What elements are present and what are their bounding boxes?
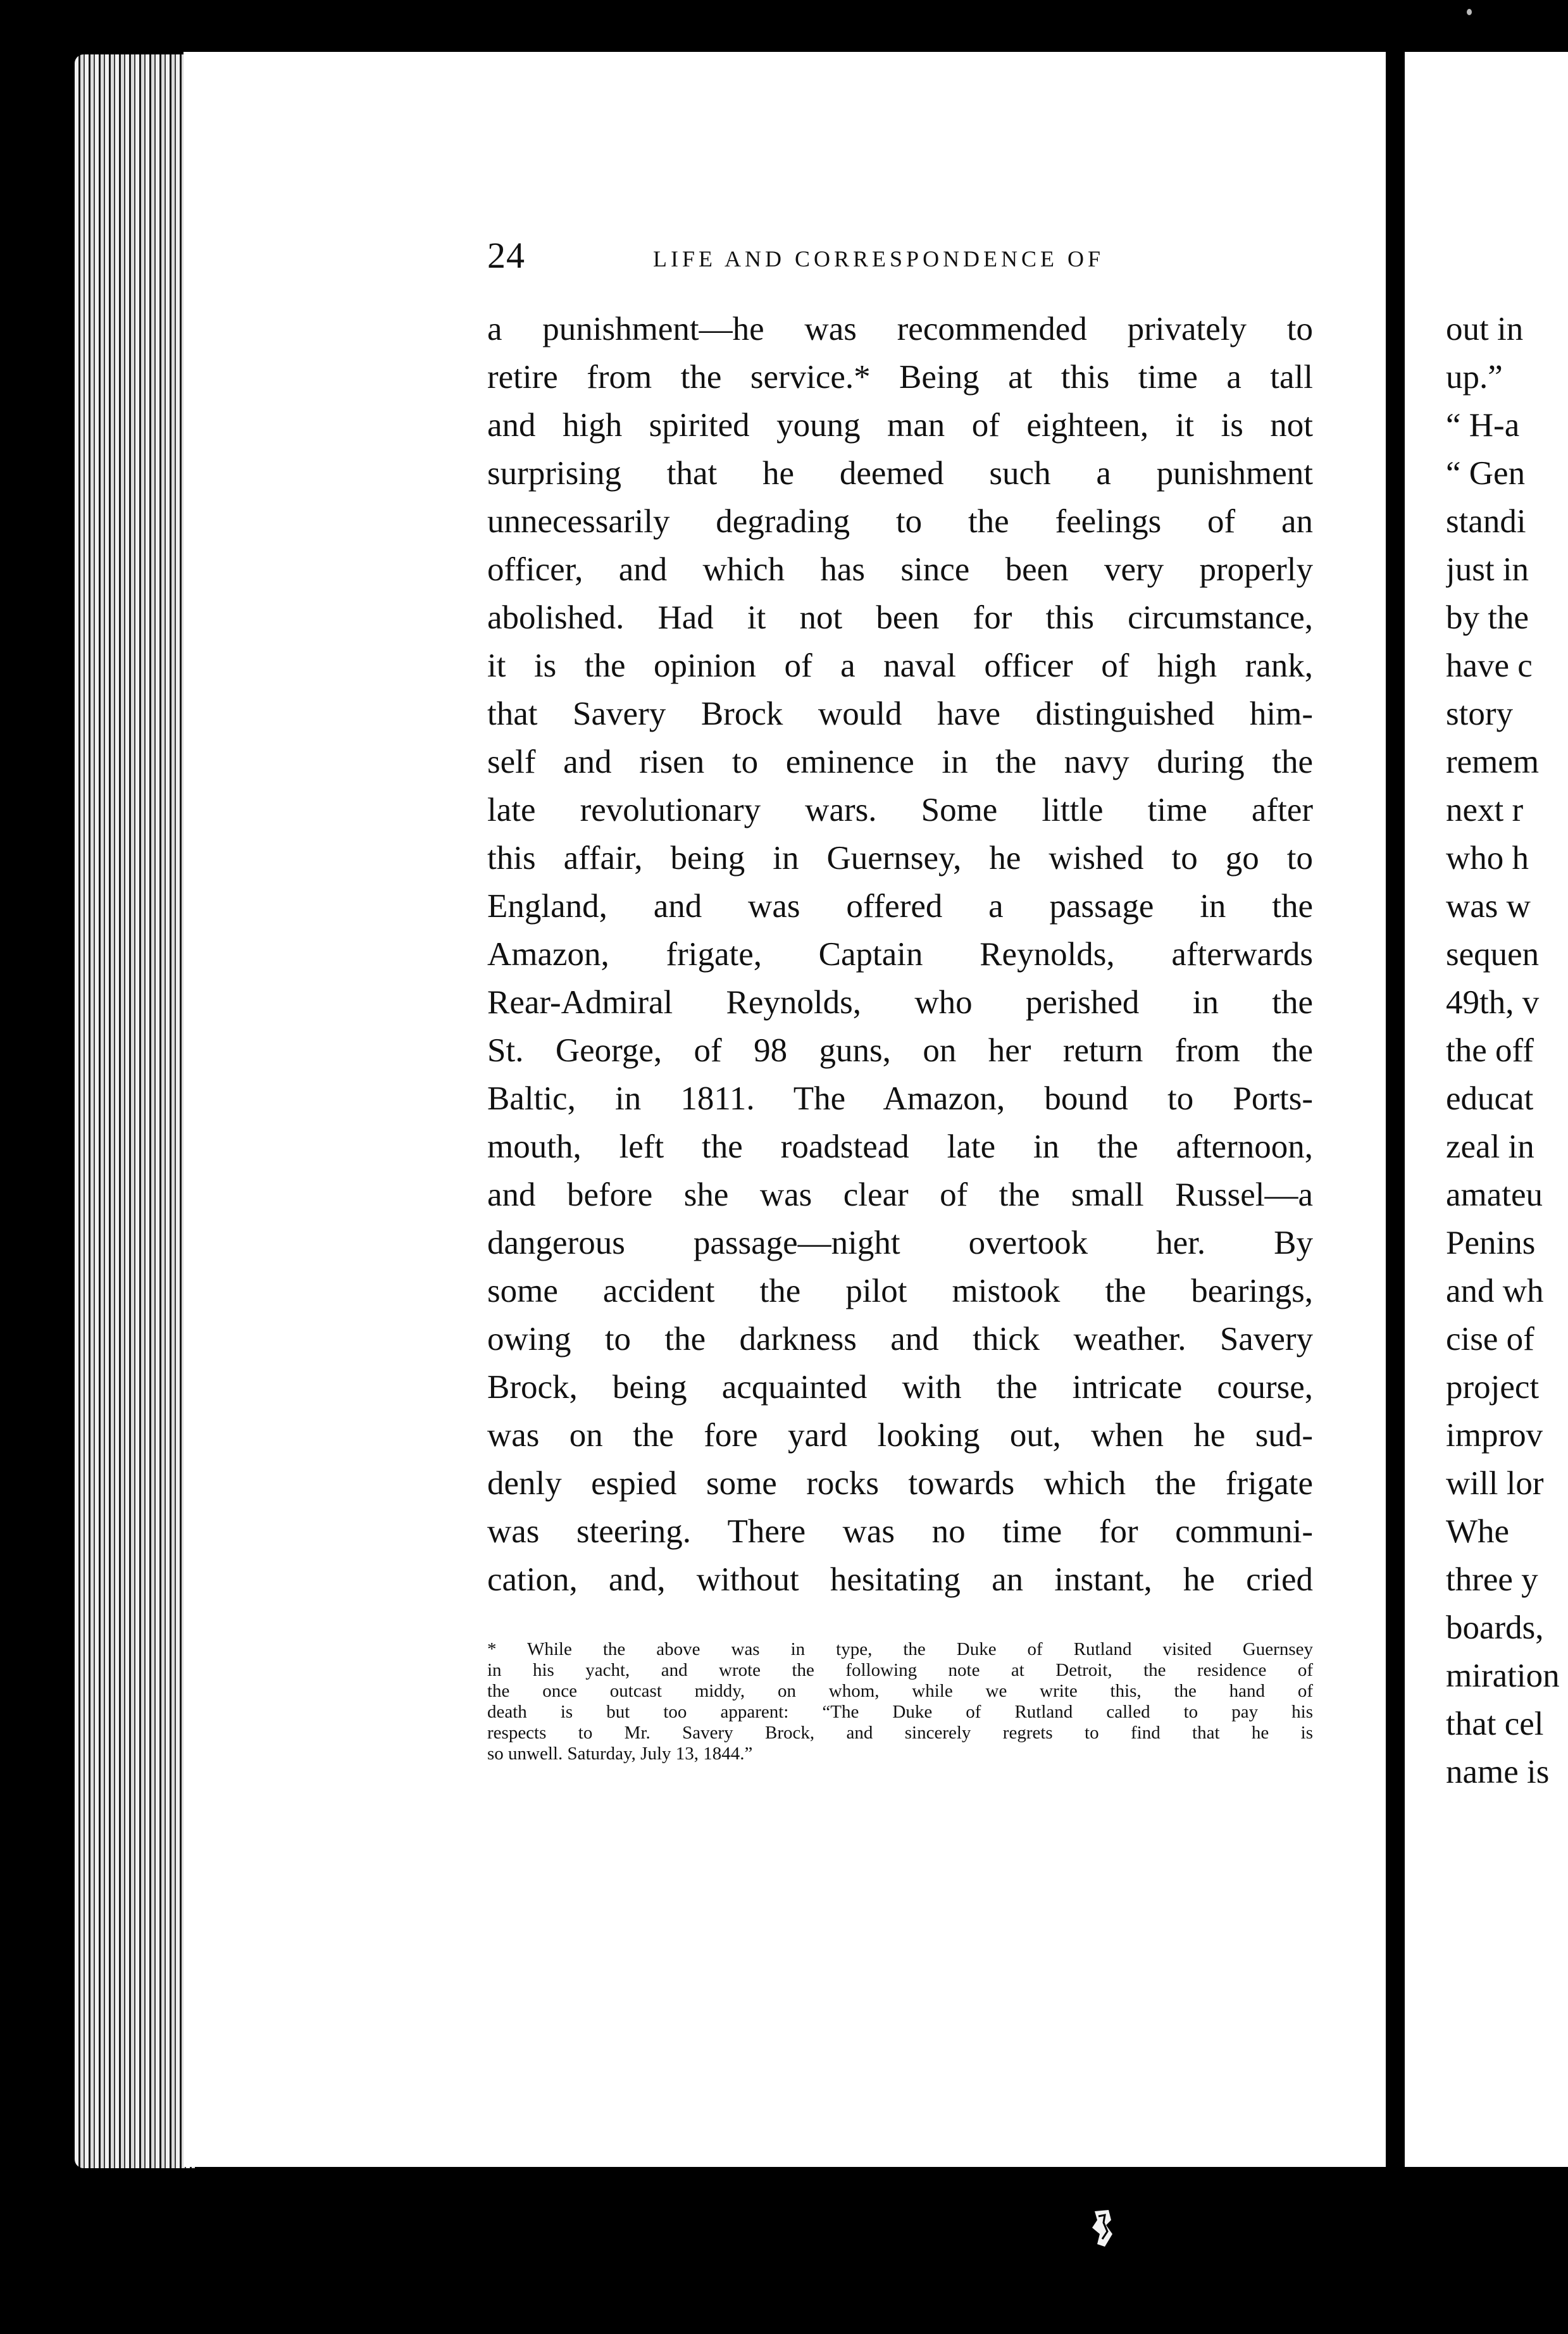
text-line: was steering. There was no time for communi- bbox=[487, 1513, 1313, 1550]
right-page-line: up.” bbox=[1446, 359, 1503, 396]
text-line: cation, and, without hesitating an instant, he cried bbox=[487, 1561, 1313, 1598]
right-page-line: cise of bbox=[1446, 1321, 1534, 1357]
body-text bbox=[487, 305, 1313, 1604]
right-page-line: was w bbox=[1446, 888, 1531, 925]
right-page-line: 49th, v bbox=[1446, 984, 1540, 1021]
right-page-line: standi bbox=[1446, 503, 1526, 540]
right-page-line: just in bbox=[1446, 551, 1529, 588]
text-line: and before she was clear of the small Russel—a bbox=[487, 1176, 1313, 1213]
text-line: denly espied some rocks towards which the frigate bbox=[487, 1465, 1313, 1502]
right-page-line: educat bbox=[1446, 1080, 1534, 1117]
right-page-line: story bbox=[1446, 696, 1513, 732]
right-page-line: “ Gen bbox=[1446, 455, 1526, 492]
text-line: owing to the darkness and thick weather. Savery bbox=[487, 1321, 1313, 1357]
page-number: 24 bbox=[487, 235, 525, 276]
right-page-line: amateu bbox=[1446, 1176, 1543, 1213]
right-page-line: project bbox=[1446, 1369, 1540, 1406]
running-head bbox=[487, 234, 1158, 285]
text-line: some accident the pilot mistook the bearings, bbox=[487, 1273, 1313, 1309]
text-line: this affair, being in Guernsey, he wished to go to bbox=[487, 840, 1313, 877]
header-title: LIFE AND CORRESPONDENCE OF bbox=[653, 246, 1105, 271]
right-page-line: miration bbox=[1446, 1657, 1560, 1694]
right-page-line: “ H-a bbox=[1446, 407, 1520, 444]
text-line: it is the opinion of a naval officer of high rank, bbox=[487, 647, 1313, 684]
text-line: England, and was offered a passage in the bbox=[487, 888, 1313, 925]
footnote-line: the once outcast middy, on whom, while we write this, the hand of bbox=[487, 1681, 1313, 1701]
footnote-line: so unwell. Saturday, July 13, 1844.” bbox=[487, 1744, 753, 1764]
text-line: dangerous passage—night overtook her. By bbox=[487, 1225, 1313, 1261]
footnote-line: in his yacht, and wrote the following note at Detroit, the residence of bbox=[487, 1660, 1313, 1680]
right-page-line: will lor bbox=[1446, 1465, 1544, 1502]
right-page-line: Penins bbox=[1446, 1225, 1536, 1261]
text-line: retire from the service.* Being at this time a tall bbox=[487, 359, 1313, 396]
right-page-line: Whe bbox=[1446, 1513, 1510, 1550]
right-page-line: by the bbox=[1446, 599, 1529, 636]
text-line: unnecessarily degrading to the feelings of an bbox=[487, 503, 1313, 540]
right-page-line: sequen bbox=[1446, 936, 1540, 973]
right-page-line: who h bbox=[1446, 840, 1529, 877]
footnote-line: respects to Mr. Savery Brock, and sincerely regrets to find that he is bbox=[487, 1723, 1313, 1743]
right-page-line: zeal in bbox=[1446, 1128, 1534, 1165]
right-page-line: name is bbox=[1446, 1754, 1550, 1790]
text-line: late revolutionary wars. Some little time after bbox=[487, 792, 1313, 828]
text-line: a punishment—he was recommended privately to bbox=[487, 311, 1313, 347]
right-page-line: have c bbox=[1446, 647, 1533, 684]
text-line: Amazon, frigate, Captain Reynolds, afterwards bbox=[487, 936, 1313, 973]
text-line: was on the fore yard looking out, when he sud- bbox=[487, 1417, 1313, 1454]
text-line: self and risen to eminence in the navy during the bbox=[487, 744, 1313, 780]
right-page-line: that cel bbox=[1446, 1706, 1544, 1742]
footnote bbox=[487, 1639, 1313, 1764]
text-line: St. George, of 98 guns, on her return from the bbox=[487, 1032, 1313, 1069]
book-page-edges bbox=[75, 54, 195, 2168]
text-line: Brock, being acquainted with the intricate course, bbox=[487, 1369, 1313, 1406]
right-page-line: three y bbox=[1446, 1561, 1538, 1598]
scan-artifact-mark bbox=[1090, 2209, 1115, 2248]
right-page-line: the off bbox=[1446, 1032, 1534, 1069]
text-line: and high spirited young man of eighteen, it is not bbox=[487, 407, 1313, 444]
footnote-line: * While the above was in type, the Duke of Rutland visited Guernsey bbox=[487, 1639, 1313, 1659]
footnote-line: death is but too apparent: “The Duke of Rutland called to pay his bbox=[487, 1702, 1313, 1722]
scan-speck bbox=[1467, 9, 1472, 15]
text-line: officer, and which has since been very properly bbox=[487, 551, 1313, 588]
text-line: that Savery Brock would have distinguished him- bbox=[487, 696, 1313, 732]
right-page-line: out in bbox=[1446, 311, 1524, 347]
text-line: surprising that he deemed such a punishment bbox=[487, 455, 1313, 492]
right-page-line: boards, bbox=[1446, 1609, 1544, 1646]
right-page-line: next r bbox=[1446, 792, 1524, 828]
text-line: mouth, left the roadstead late in the afternoon, bbox=[487, 1128, 1313, 1165]
right-page-text bbox=[1446, 305, 1568, 1796]
text-line: Rear-Admiral Reynolds, who perished in the bbox=[487, 984, 1313, 1021]
text-line: Baltic, in 1811. The Amazon, bound to Ports- bbox=[487, 1080, 1313, 1117]
book-gutter bbox=[1386, 52, 1405, 2159]
right-page-line: remem bbox=[1446, 744, 1540, 780]
right-page-line: and wh bbox=[1446, 1273, 1544, 1309]
right-page-line: improv bbox=[1446, 1417, 1543, 1454]
text-line: abolished. Had it not been for this circumstance, bbox=[487, 599, 1313, 636]
